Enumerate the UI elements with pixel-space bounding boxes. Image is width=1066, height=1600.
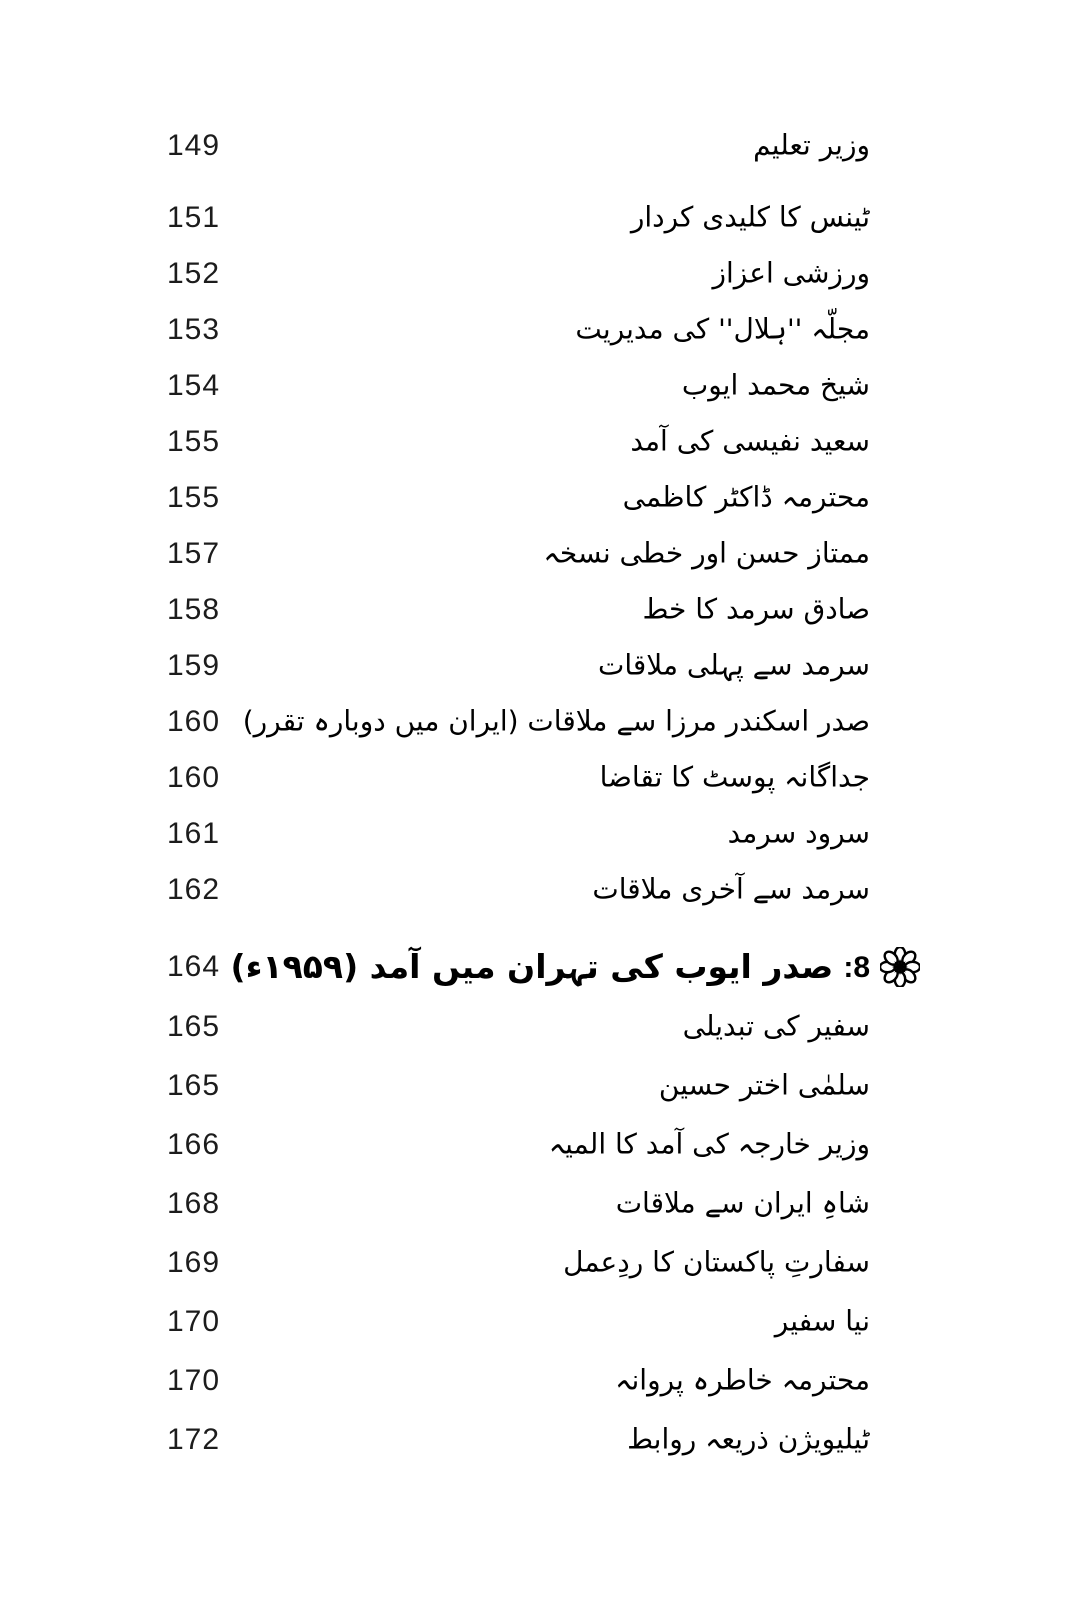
entry-title bbox=[592, 872, 870, 906]
entry-title bbox=[642, 592, 870, 626]
page-number: 161 bbox=[167, 817, 221, 850]
toc-entry bbox=[0, 118, 1066, 174]
page-number: 164 bbox=[167, 950, 221, 983]
toc-entry bbox=[0, 997, 1066, 1056]
entry-title bbox=[563, 1247, 870, 1278]
page-number: 166 bbox=[167, 1127, 221, 1161]
page-number: 155 bbox=[167, 425, 221, 458]
toc-entry bbox=[0, 526, 1066, 582]
entry-title-text: مجلّہ ''ہلال'' کی مدیریت bbox=[575, 312, 870, 346]
toc-entry bbox=[0, 1174, 1066, 1233]
page-number: 162 bbox=[167, 873, 221, 906]
toc-entry bbox=[0, 470, 1066, 526]
toc-entry bbox=[0, 1056, 1066, 1115]
entry-title-text: صدر ایوب کی تہران میں آمد (۱۹۵۹ء) bbox=[230, 946, 834, 986]
entry-title bbox=[727, 816, 870, 850]
entry-title bbox=[599, 760, 870, 794]
page-number: 153 bbox=[167, 313, 221, 346]
entry-title-text: نیا سفیر bbox=[774, 1304, 870, 1338]
entry-title bbox=[615, 1365, 870, 1396]
page-number: 155 bbox=[167, 481, 221, 514]
entry-title-text: وزیر تعلیم bbox=[753, 128, 870, 162]
page-number: 165 bbox=[167, 1009, 221, 1043]
entry-title bbox=[549, 1129, 870, 1160]
entry-title bbox=[575, 312, 870, 346]
toc-entry bbox=[0, 937, 1066, 997]
entry-title-text: جداگانہ پوسٹ کا تقاضا bbox=[599, 760, 870, 794]
flower-ornament-icon bbox=[880, 947, 920, 987]
toc-entry bbox=[0, 1410, 1066, 1469]
entry-title-text: صدر اسکندر مرزا سے ملاقات (ایران میں دوبارہ تقرر) bbox=[242, 704, 870, 738]
entry-title-text: وزیر خارجہ کی آمد کا المیہ bbox=[548, 1127, 870, 1161]
entry-title bbox=[622, 480, 870, 514]
toc-entry bbox=[0, 862, 1066, 918]
toc-entry bbox=[0, 1115, 1066, 1174]
toc-entry bbox=[0, 1292, 1066, 1351]
entry-title-text: شیخ محمد ایوب bbox=[681, 368, 870, 402]
entry-title-text: صادق سرمد کا خط bbox=[642, 592, 870, 626]
entry-title bbox=[753, 128, 870, 162]
page-number: 154 bbox=[167, 369, 221, 402]
toc-entry bbox=[0, 638, 1066, 694]
page-number: 168 bbox=[167, 1186, 221, 1220]
toc-entry bbox=[0, 1351, 1066, 1410]
entry-title bbox=[616, 1188, 870, 1219]
entry-title bbox=[543, 536, 870, 570]
toc-entry bbox=[0, 582, 1066, 638]
page-number: 151 bbox=[167, 201, 221, 234]
toc-entry bbox=[0, 414, 1066, 470]
entry-title bbox=[630, 424, 870, 458]
entry-title-text: شاہِ ایران سے ملاقات bbox=[615, 1186, 870, 1220]
entry-title-text: محترمہ ڈاکٹر کاظمی bbox=[622, 480, 870, 514]
page-number: 158 bbox=[167, 593, 221, 626]
entry-title-text: سرمد سے پہلی ملاقات bbox=[598, 648, 870, 682]
page-number: 165 bbox=[167, 1068, 221, 1102]
entry-title bbox=[681, 368, 870, 402]
entry-title-text: سفیر کی تبدیلی bbox=[682, 1009, 870, 1043]
entry-title-text: محترمہ خاطرہ پروانہ bbox=[615, 1363, 870, 1397]
page-number: 170 bbox=[167, 1304, 221, 1338]
entry-title-text: ٹینس کا کلیدی کردار bbox=[630, 200, 870, 234]
page-number: 157 bbox=[167, 537, 221, 570]
entry-title-text: سرمد سے آخری ملاقات bbox=[592, 872, 870, 906]
entry-title bbox=[630, 200, 870, 234]
entry-title-text: سفارتِ پاکستان کا ردِعمل bbox=[563, 1245, 870, 1279]
entry-title-text: سرود سرمد bbox=[727, 816, 870, 850]
page-number: 149 bbox=[167, 129, 221, 162]
page-number: 170 bbox=[167, 1363, 221, 1397]
toc-entry bbox=[0, 302, 1066, 358]
toc-entry bbox=[0, 190, 1066, 246]
entry-title bbox=[627, 1424, 870, 1455]
toc-entry bbox=[0, 246, 1066, 302]
toc-entry bbox=[0, 806, 1066, 862]
chapter-number: 8: bbox=[843, 950, 870, 984]
entry-title bbox=[242, 704, 870, 738]
toc-entry bbox=[0, 750, 1066, 806]
entry-title bbox=[712, 256, 871, 290]
entry-title-text: ورزشی اعزاز bbox=[712, 256, 870, 290]
page-number: 160 bbox=[167, 761, 221, 794]
entry-title-text: سعید نفیسی کی آمد bbox=[630, 424, 870, 458]
page-number: 172 bbox=[167, 1422, 221, 1456]
toc-entry bbox=[0, 694, 1066, 750]
page-number: 169 bbox=[167, 1245, 221, 1279]
page-number: 152 bbox=[167, 257, 221, 290]
page-number: 159 bbox=[167, 649, 221, 682]
entry-title-text: ممتاز حسن اور خطی نسخہ bbox=[543, 536, 870, 570]
entry-title bbox=[231, 947, 920, 987]
toc-entry bbox=[0, 358, 1066, 414]
entry-title bbox=[659, 1070, 870, 1101]
page-number: 160 bbox=[167, 705, 221, 738]
entry-title-text: سلمٰی اختر حسین bbox=[658, 1068, 870, 1102]
entry-title-text: ٹیلیویژن ذریعہ روابط bbox=[627, 1422, 870, 1456]
entry-title bbox=[598, 648, 870, 682]
entry-title bbox=[775, 1306, 870, 1337]
entry-title bbox=[683, 1011, 870, 1042]
toc-entry bbox=[0, 1233, 1066, 1292]
